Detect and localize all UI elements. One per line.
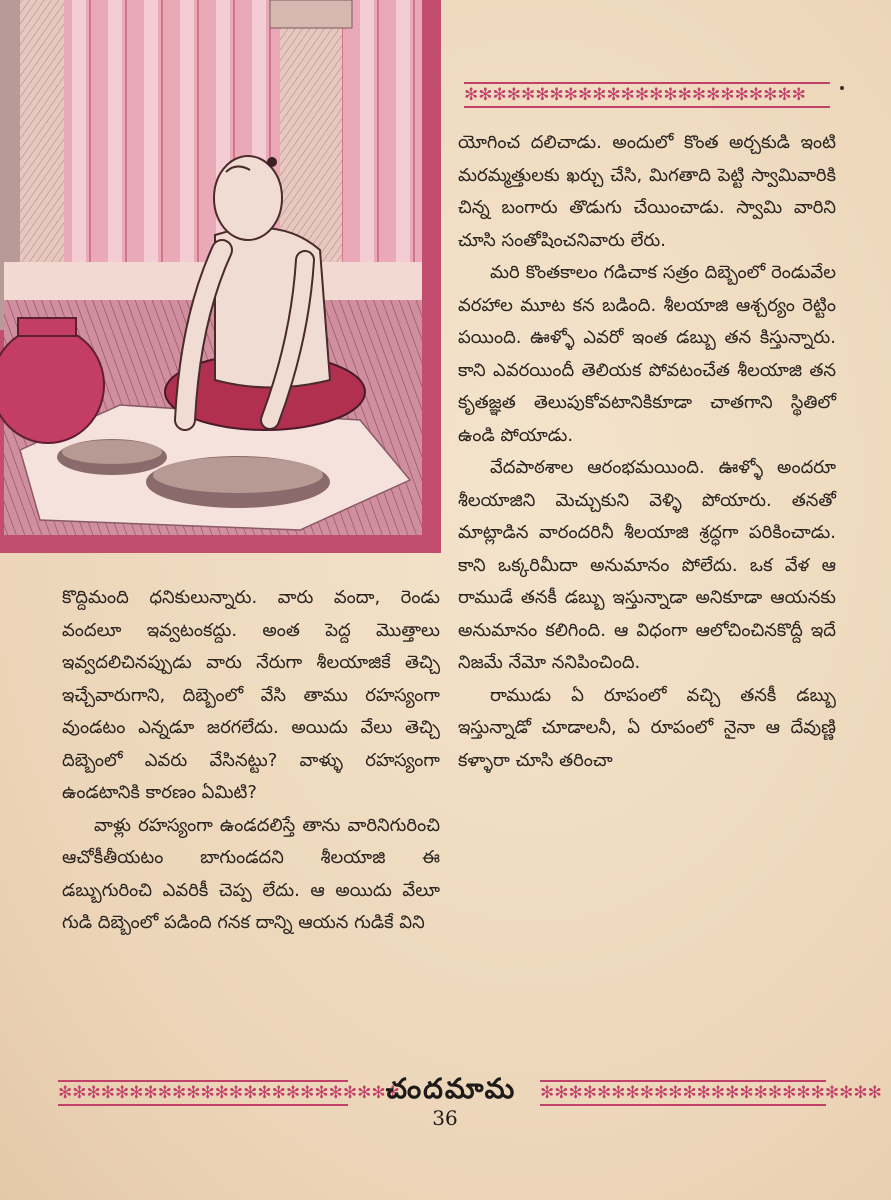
ink-dot	[840, 86, 844, 90]
paragraph: కొద్దిమంది ధనికులున్నారు. వారు వందా, రెండు వందలూ ఇవ్వటంకద్దు. అంత పెద్ద మొత్తాలు ఇవ్వదలిచినప్పుడు వారు నేరుగా శీలయాజికే తెచ్చి ఇచ్చేవారుగాని, దిబ్బెంలో వేసి తాము రహస్యంగా వుండటం ఎన్నడూ జరగలేదు. అయిదు వేలు తెచ్చి దిబ్బెంలో ఎవరు వేసినట్టు? వాళ్ళు రహస్యంగా ఉండటానికి కారణం ఏమిటి?	[62, 587, 440, 803]
paragraph: వేదపాఠశాల ఆరంభమయింది. ఊళ్ళో అందరూ శీలయాజిని మెచ్చుకుని వెళ్ళి పోయారు. తనతో మాట్లాడిన వారందరినీ శీలయాజి శ్రద్ధగా పరికించాడు. కాని ఒక్కరిమీదా అనుమానం పోలేదు. ఒక వేళ ఆ రాముడే తనకీ డబ్బు ఇస్తున్నాడా అనికూడా ఆయనకు అనుమానం కలిగింది. ఆ విధంగా ఆలోచించినకొద్దీ ఇదే నిజమే నేమో ననిపించింది.	[458, 457, 836, 673]
man-sorting-coins-illustration	[0, 0, 441, 553]
page-number: 36	[432, 1106, 458, 1130]
left-text-column	[62, 582, 440, 940]
magazine-masthead: చందమామ	[385, 1072, 517, 1105]
bottom-left-ornament-border: ✻✻✻✻✻✻✻✻✻✻✻✻✻✻✻✻✻✻✻✻✻✻✻✻	[58, 1080, 348, 1106]
paragraph: యోగించ దలిచాడు. అందులో కొంత అర్చకుడి ఇంటి మరమ్మత్తులకు ఖర్చు చేసి, మిగతాది పెట్టి స్వామివారికి చిన్న బంగారు తొడుగు చేయించాడు. స్వామి వారిని చూసి సంతోషించనివారు లేరు.	[458, 132, 836, 251]
paragraph: మరి కొంతకాలం గడిచాక సత్రం దిబ్బెంలో రెండువేల వరహాల మూట కన బడింది. శీలయాజి ఆశ్చర్యం రెట్టిం పయింది. ఊళ్ళో ఎవరో ఇంత డబ్బు తన కిస్తున్నారు. కాని ఎవరయిందీ తెలియక పోవటంచేత శీలయాజి తన కృతజ్ఞత తెలుపుకోవటానికికూడా చాతగాని స్థితిలో ఉండి పోయాడు.	[458, 262, 836, 446]
paragraph: రాముడు ఏ రూపంలో వచ్చి తనకీ డబ్బు ఇస్తున్నాడో చూడాలనీ, ఏ రూపంలో నైనా ఆ దేవుణ్ణి కళ్ళారా చూసి తరించా	[458, 684, 836, 771]
paragraph: వాళ్లు రహస్యంగా ఉండదలిస్తే తాను వారినిగురించి ఆచోకీతీయటం బాగుండదని శీలయాజి ఈ డబ్బుగురించి ఎవరికీ చెప్ప లేదు. ఆ అయిదు వేలూ గుడి దిబ్బెంలో పడింది గనక దాన్ని ఆయన గుడికే విని	[62, 814, 440, 933]
top-ornament-border: ✻✻✻✻✻✻✻✻✻✻✻✻✻✻✻✻✻✻✻✻✻✻✻✻	[464, 82, 830, 108]
right-text-column	[458, 127, 836, 777]
story-illustration	[0, 0, 441, 553]
bottom-right-ornament-border: ✻✻✻✻✻✻✻✻✻✻✻✻✻✻✻✻✻✻✻✻✻✻✻✻	[540, 1080, 826, 1106]
